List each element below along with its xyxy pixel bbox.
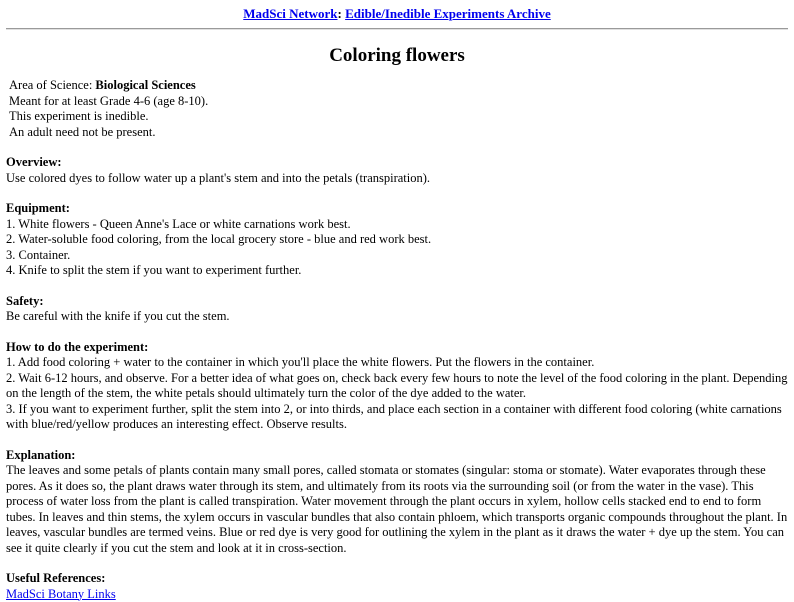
area-of-science <box>9 78 788 94</box>
safety-text: Be careful with the knife if you cut the stem. <box>6 309 230 323</box>
explanation-text: The leaves and some petals of plants contain many small pores, called stomata or stomates (singular: stoma or stomate). Water evaporates through these pores. As it does so, the plant draws water through its stem, and ultimately from its roots via the surrounding soil (or from the water in the vase). This process of water loss from the plant is called transpiration. Water movement through the plant occurs in xylem, hollow cells stacked end to end to form tubes. In leaves and thin stems, the xylem occurs in vascular bundles that also contain phloem, which transports organic compounds throughout the plant. In leaves, vascular bundles are termed veins. Blue or red dye is very good for outlining the xylem in the plant as it draws the water + dye up the stem. You can see it quite clearly if you cut the stem and look at it in cross-section. <box>6 463 788 555</box>
overview-heading: Overview: <box>6 155 62 169</box>
equipment-item: 4. Knife to split the stem if you want to experiment further. <box>6 263 302 277</box>
equipment-item: 1. White flowers - Queen Anne's Lace or white carnations work best. <box>6 216 351 231</box>
edibility-note: This experiment is inedible. <box>9 109 149 123</box>
experiment-meta <box>6 78 788 140</box>
equipment-heading: Equipment: <box>6 201 70 215</box>
top-nav <box>6 0 788 22</box>
howto-step: 1. Add food coloring + water to the container in which you'll place the white flowers. Put the flowers in the container. <box>6 355 595 369</box>
area-value: Biological Sciences <box>95 78 196 92</box>
howto-step: 2. Wait 6-12 hours, and observe. For a better idea of what goes on, check back every few hours to note the level of the food coloring in the plant. Depending on the length of the stem, the white petals should ultimately turn the color of the dye added to the water. <box>6 370 788 400</box>
explanation-heading: Explanation: <box>6 447 76 462</box>
header-divider <box>6 28 788 30</box>
howto-heading: How to do the experiment: <box>6 339 149 354</box>
references-heading: Useful References: <box>6 571 106 585</box>
nav-separator: : <box>337 6 346 21</box>
madsci-network-link[interactable]: MadSci Network <box>243 6 338 21</box>
equipment-item: 3. Container. <box>6 247 71 262</box>
explanation-section <box>6 448 788 557</box>
safety-heading: Safety: <box>6 293 44 308</box>
safety-section <box>6 294 788 325</box>
overview-text: Use colored dyes to follow water up a plant's stem and into the petals (transpiration). <box>6 170 431 185</box>
overview-section <box>6 155 788 186</box>
equipment-item: 2. Water-soluble food coloring, from the local grocery store - blue and red work best. <box>6 232 432 246</box>
adult-note: An adult need not be present. <box>9 124 156 139</box>
botany-links-link[interactable]: MadSci Botany Links <box>6 586 116 601</box>
grade-level: Meant for at least Grade 4-6 (age 8-10). <box>9 93 209 108</box>
references-section <box>6 571 788 602</box>
archive-link[interactable]: Edible/Inedible Experiments Archive <box>345 6 551 21</box>
area-label: Area of Science: <box>9 78 96 92</box>
howto-section <box>6 340 788 433</box>
page-title: Coloring flowers <box>329 45 465 66</box>
equipment-section <box>6 201 788 279</box>
howto-step: 3. If you want to experiment further, split the stem into 2, or into thirds, and place each section in a container with different food coloring (white carnations with blue/red/yellow produces an interesting effect. Observe results. <box>6 401 782 431</box>
